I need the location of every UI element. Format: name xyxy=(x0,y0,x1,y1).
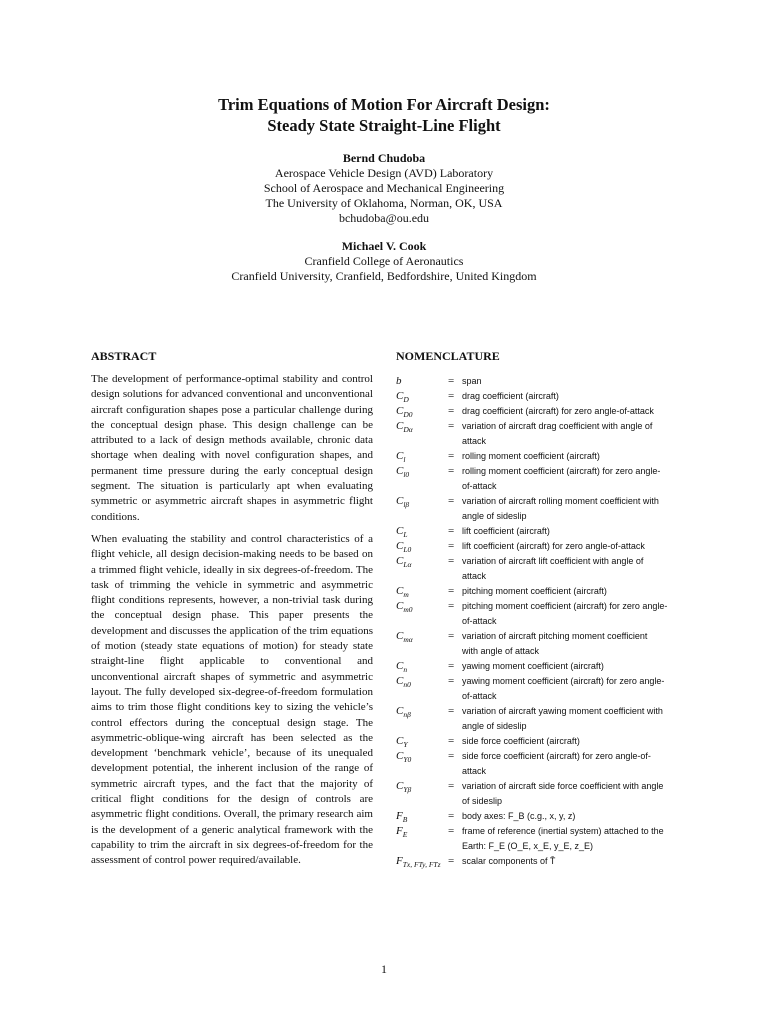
nomenclature-row xyxy=(396,599,696,629)
abstract-paragraph: The development of performance-optimal stability and control design solutions for advanced conventional and unconventional aircraft configuration shapes pose a particular challenge during the conceptual design phase. This design challenge can be attributed to a lack of design methods available, chronic data shortage when dealing with novel configuration shapes, and permanent time pressure during the early conceptual design segment. The situation is particularly apt when evaluating symmetric or asymmetric aircraft shapes in asymmetric flight conditions. xyxy=(91,373,373,523)
nomenclature-definition: rolling moment coefficient (aircraft) for zero angle- xyxy=(462,466,661,476)
nomenclature-row xyxy=(396,494,696,524)
equals-sign: = xyxy=(448,375,455,387)
nomenclature-symbol: $F_{Tx, FTy, FTz}$ xyxy=(396,855,441,870)
nomenclature-symbol: $C_{n\beta}$ xyxy=(396,705,411,720)
page-number: 1 xyxy=(381,962,387,976)
nomenclature-symbol: $C_{Y0}$ xyxy=(396,750,412,765)
nomenclature-row xyxy=(396,824,696,854)
nomenclature-definition: span xyxy=(462,376,482,386)
equals-sign: = xyxy=(448,735,455,747)
abstract-heading: ABSTRACT xyxy=(91,349,157,363)
equals-sign: = xyxy=(448,705,455,717)
equals-sign: = xyxy=(448,675,455,687)
nomenclature-definition: attack xyxy=(462,571,487,581)
paper-title xyxy=(0,94,768,136)
equals-sign: = xyxy=(448,390,455,402)
author-affiliation: Cranfield University, Cranfield, Bedfordshire, United Kingdom xyxy=(231,269,537,283)
equals-sign: = xyxy=(448,750,455,762)
nomenclature-definition: angle of sideslip xyxy=(462,511,527,521)
nomenclature-row xyxy=(396,809,696,824)
nomenclature-symbol: $C_m$ xyxy=(396,585,409,600)
nomenclature-symbol: $C_L$ xyxy=(396,525,408,540)
equals-sign: = xyxy=(448,540,455,552)
nomenclature-row xyxy=(396,704,696,734)
nomenclature-definition: angle of sideslip xyxy=(462,721,527,731)
nomenclature-symbol: $C_{m0}$ xyxy=(396,600,413,615)
nomenclature-definition: Earth: F_E (O_E, x_E, y_E, z_E) xyxy=(462,841,594,851)
equals-sign: = xyxy=(448,630,455,642)
nomenclature-definition: scalar components of T̄ xyxy=(462,856,556,866)
equals-sign: = xyxy=(448,600,455,612)
nomenclature-definition: frame of reference (inertial system) attached to the xyxy=(462,826,664,836)
nomenclature-definition: of-attack xyxy=(462,691,497,701)
nomenclature-definition: lift coefficient (aircraft) for zero angle-of-attack xyxy=(462,541,645,551)
nomenclature-symbol: $C_{l\beta}$ xyxy=(396,495,410,510)
equals-sign: = xyxy=(448,420,455,432)
author-email: bchudoba@ou.edu xyxy=(338,211,430,225)
nomenclature-row xyxy=(396,389,696,404)
nomenclature-symbol: $C_{L\alpha}$ xyxy=(396,555,412,570)
nomenclature-definition: variation of aircraft yawing moment coefficient with xyxy=(462,706,663,716)
equals-sign: = xyxy=(448,825,455,837)
nomenclature-row xyxy=(396,584,696,599)
nomenclature-definition: with angle of attack xyxy=(462,646,540,656)
author-affiliation: The University of Oklahoma, Norman, OK, USA xyxy=(265,196,503,210)
nomenclature-symbol: $C_{l0}$ xyxy=(396,465,410,480)
nomenclature-definition: drag coefficient (aircraft) for zero angle-of-attack xyxy=(462,406,654,416)
nomenclature-symbol: $C_{m\alpha}$ xyxy=(396,630,413,645)
nomenclature-symbol: $F_B$ xyxy=(396,810,408,825)
nomenclature-definition: variation of aircraft drag coefficient with angle of xyxy=(462,421,653,431)
nomenclature-definition: of-attack xyxy=(462,481,497,491)
nomenclature-definition: pitching moment coefficient (aircraft) for zero angle- xyxy=(462,601,668,611)
author-name: Michael V. Cook xyxy=(341,239,427,253)
nomenclature-definition: of-attack xyxy=(462,616,497,626)
nomenclature-definition: attack xyxy=(462,766,487,776)
equals-sign: = xyxy=(448,585,455,597)
nomenclature-row xyxy=(396,449,696,464)
nomenclature-row xyxy=(396,524,696,539)
equals-sign: = xyxy=(448,405,455,417)
nomenclature-definition: lift coefficient (aircraft) xyxy=(462,526,550,536)
nomenclature-row xyxy=(396,779,696,809)
nomenclature-row xyxy=(396,404,696,419)
author-block-2 xyxy=(0,239,768,284)
nomenclature-row xyxy=(396,854,696,869)
nomenclature-symbol: $C_{L0}$ xyxy=(396,540,412,555)
equals-sign: = xyxy=(448,525,455,537)
nomenclature-row xyxy=(396,629,696,659)
author-affiliation: School of Aerospace and Mechanical Engineering xyxy=(263,181,505,195)
author-name: Bernd Chudoba xyxy=(342,151,426,165)
nomenclature-row xyxy=(396,734,696,749)
nomenclature-definition: of sideslip xyxy=(462,796,503,806)
nomenclature-definition: attack xyxy=(462,436,487,446)
nomenclature-symbol: $C_n$ xyxy=(396,660,408,675)
title-line-2: Steady State Straight-Line Flight xyxy=(267,116,501,135)
nomenclature-definition: yawing moment coefficient (aircraft) xyxy=(462,661,604,671)
equals-sign: = xyxy=(448,495,455,507)
nomenclature-symbol: $C_l$ xyxy=(396,450,406,465)
title-line-1: Trim Equations of Motion For Aircraft Design: xyxy=(218,95,550,114)
nomenclature-row xyxy=(396,554,696,584)
nomenclature-heading: NOMENCLATURE xyxy=(396,349,500,363)
nomenclature-symbol: $F_E$ xyxy=(396,825,408,840)
author-affiliation: Cranfield College of Aeronautics xyxy=(304,254,464,268)
nomenclature-symbol: $C_{Y\beta}$ xyxy=(396,780,412,795)
equals-sign: = xyxy=(448,810,455,822)
nomenclature-symbol: $C_{D0}$ xyxy=(396,405,413,420)
nomenclature-row xyxy=(396,659,696,674)
nomenclature-definition: variation of aircraft lift coefficient with angle of xyxy=(462,556,644,566)
nomenclature-symbol: b xyxy=(396,375,402,387)
nomenclature-row xyxy=(396,374,696,389)
equals-sign: = xyxy=(448,555,455,567)
nomenclature-definition: rolling moment coefficient (aircraft) xyxy=(462,451,600,461)
nomenclature-symbol: $C_{n0}$ xyxy=(396,675,411,690)
nomenclature-definition: yawing moment coefficient (aircraft) for zero angle- xyxy=(462,676,665,686)
nomenclature-definition: pitching moment coefficient (aircraft) xyxy=(462,586,607,596)
nomenclature-definition: side force coefficient (aircraft) xyxy=(462,736,580,746)
author-affiliation: Aerospace Vehicle Design (AVD) Laboratory xyxy=(274,166,494,180)
nomenclature-row xyxy=(396,749,696,779)
nomenclature-list xyxy=(396,374,696,869)
nomenclature-definition: variation of aircraft rolling moment coefficient with xyxy=(462,496,659,506)
nomenclature-row xyxy=(396,419,696,449)
nomenclature-definition: variation of aircraft pitching moment coefficient xyxy=(462,631,648,641)
nomenclature-symbol: $C_{D\alpha}$ xyxy=(396,420,413,435)
nomenclature-definition: drag coefficient (aircraft) xyxy=(462,391,559,401)
nomenclature-row xyxy=(396,674,696,704)
equals-sign: = xyxy=(448,855,455,867)
abstract-body xyxy=(91,372,373,876)
abstract-paragraph: When evaluating the stability and control characteristics of a flight vehicle, all design decision-making needs to be based on a trimmed flight vehicle, ideally in six degrees-of-freedom. The task of trimming the vehicle in symmetric and asymmetric flight conditions represents, however, a non-trivial task during the conceptual design phase. This paper presents the development and discusses the application of the trim equations of motion (steady state equations of motion) for steady state straight-line flight applicable to conventional and unconventional aircraft shapes of symmetric and asymmetric layout. The fully developed six-degree-of-freedom formulation aims to trim those flight conditions key to sizing the vehicle’s control effectors during the conceptual design stage. The asymmetric-oblique-wing aircraft has been selected as the development ‘benchmark vehicle’, because of its unequaled development potential, the inherent inclusion of the range of symmetric aircraft types, and the fact that the majority of critical flight conditions for the design of controls are asymmetric flight conditions. Overall, the primary research aim is the development of a generic analytical framework with the capability to trim the aircraft in six degrees-of-freedom for the assessment of control power required/available. xyxy=(91,532,373,867)
nomenclature-definition: side force coefficient (aircraft) for zero angle-of- xyxy=(462,751,651,761)
nomenclature-definition: variation of aircraft side force coefficient with angle xyxy=(462,781,664,791)
equals-sign: = xyxy=(448,660,455,672)
equals-sign: = xyxy=(448,465,455,477)
nomenclature-symbol: $C_D$ xyxy=(396,390,409,405)
nomenclature-symbol: $C_Y$ xyxy=(396,735,408,750)
equals-sign: = xyxy=(448,450,455,462)
nomenclature-row xyxy=(396,539,696,554)
nomenclature-definition: body axes: F_B (c.g., x, y, z) xyxy=(462,811,576,821)
author-block-1 xyxy=(0,151,768,226)
nomenclature-row xyxy=(396,464,696,494)
equals-sign: = xyxy=(448,780,455,792)
